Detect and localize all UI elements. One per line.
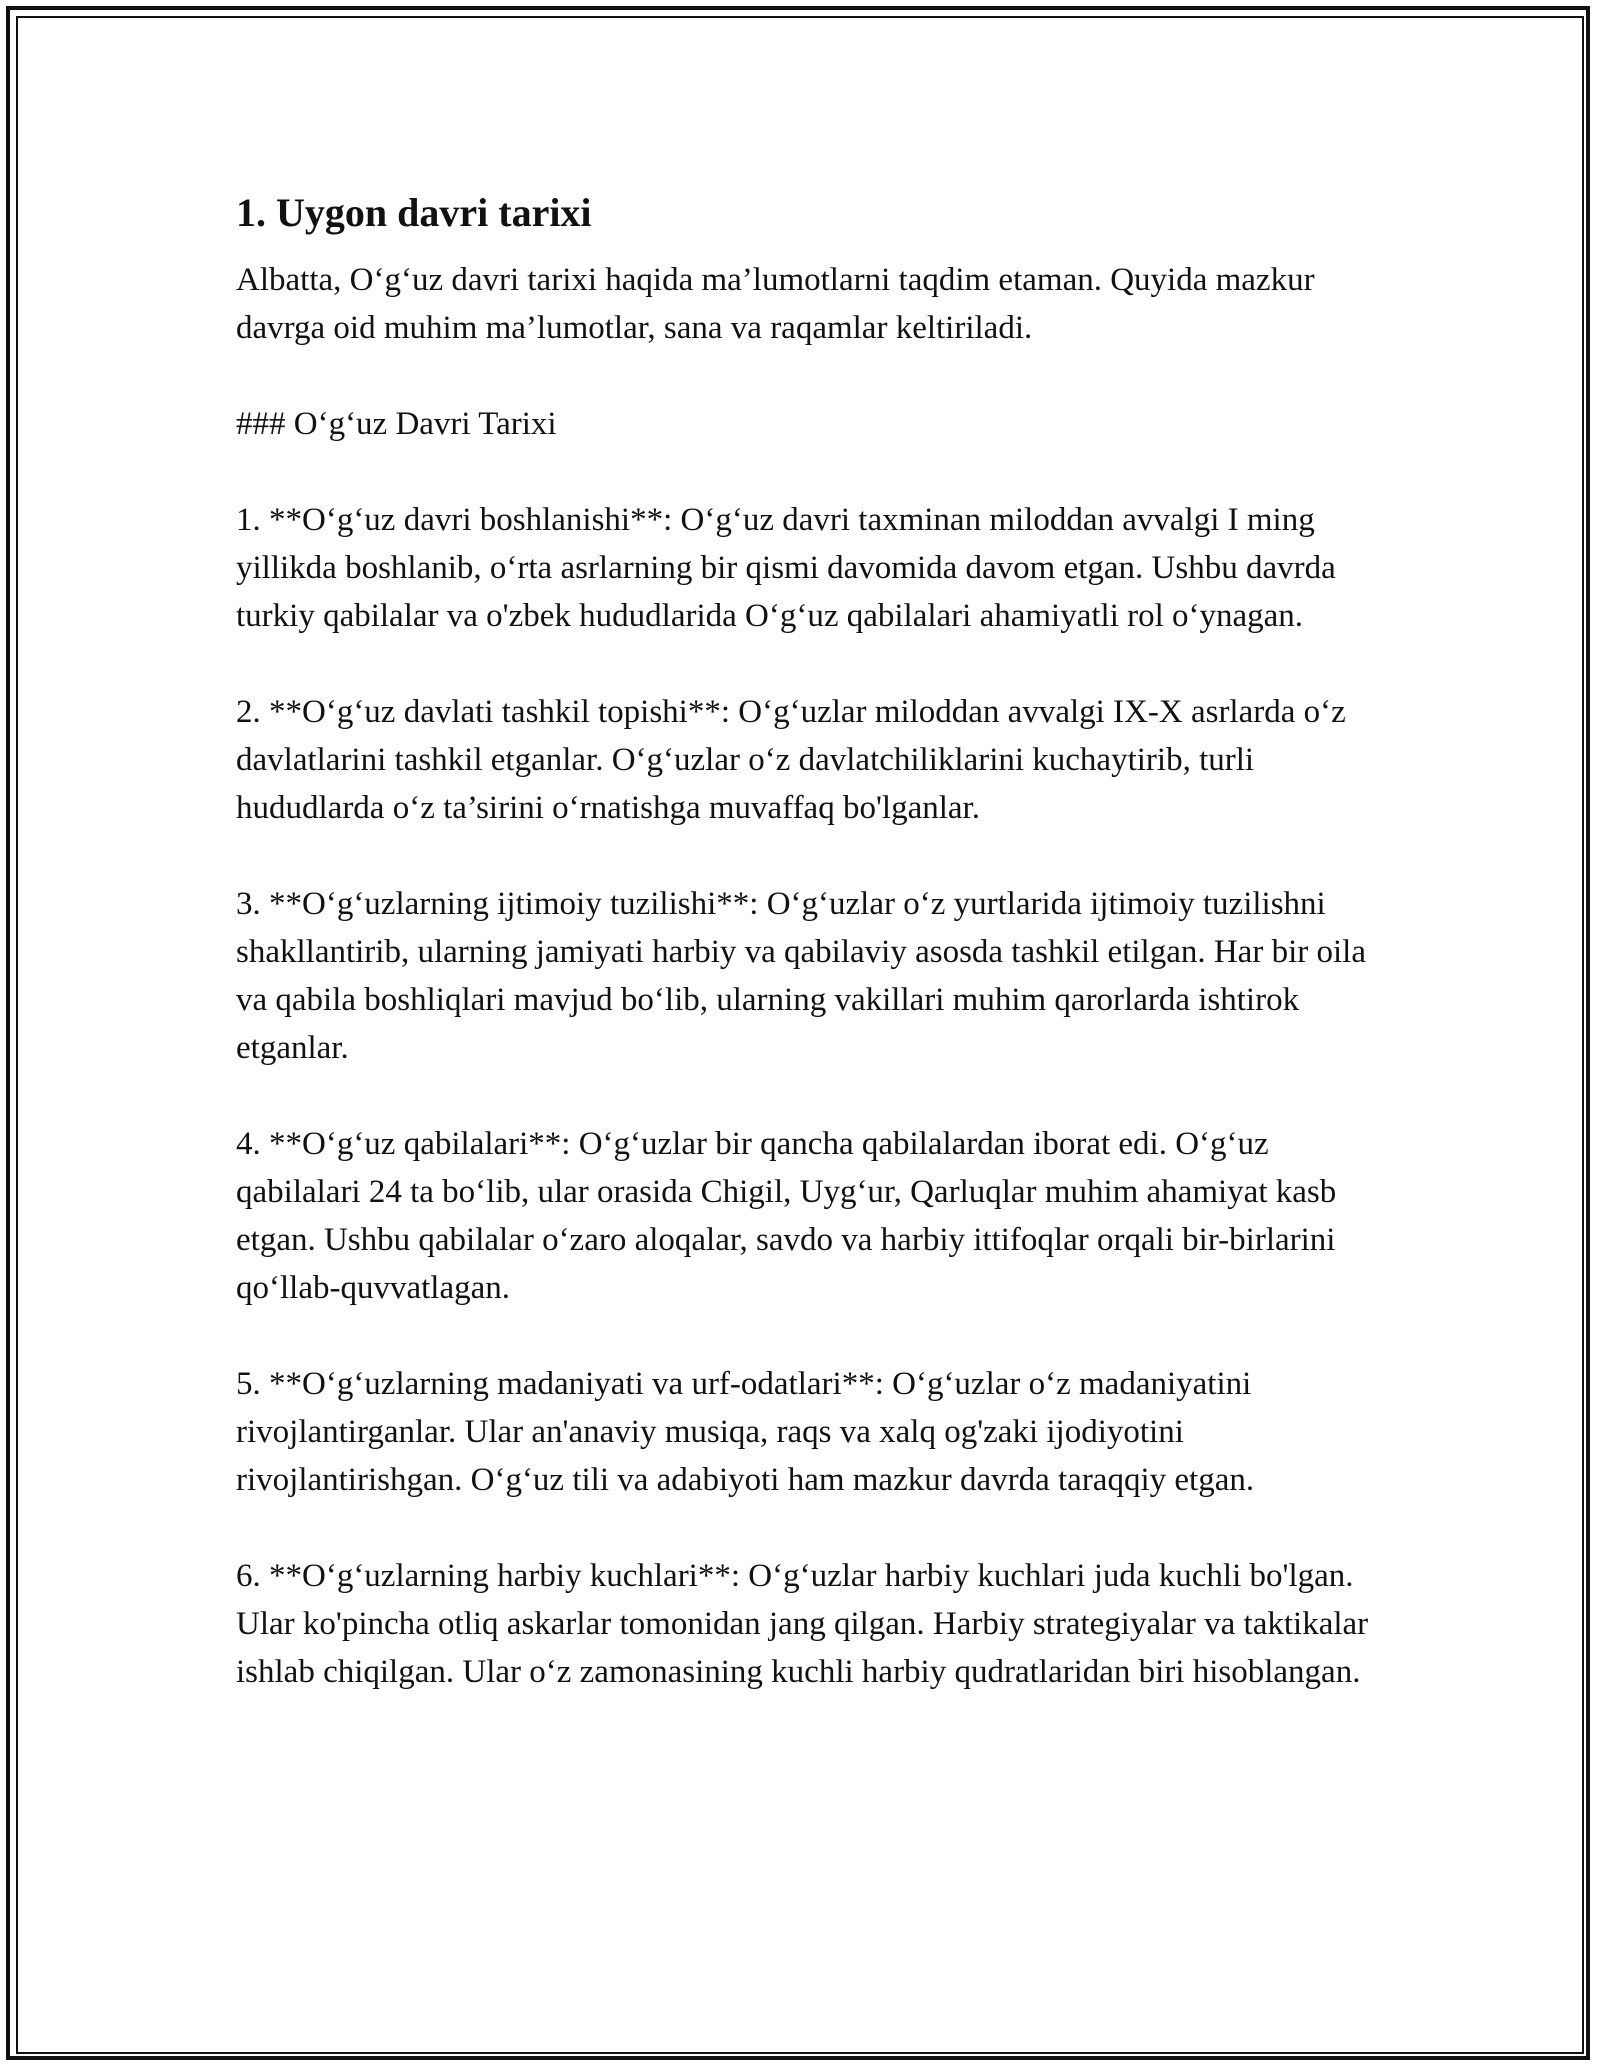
list-item-1-paragraph: 1. **O‘g‘uz davri boshlanishi**: O‘g‘uz davri taxminan miloddan avvalgi I ming yillikda boshlanib, o‘rta asrlarning bir qismi davomida davom etgan. Ushbu davrda turkiy qabilalar va o'zbek hududlarida O‘g‘uz qabilalari ahamiyatli rol o‘ynagan. [236,502,1336,634]
section-heading-paragraph: ### O‘g‘uz Davri Tarixi [236,406,557,442]
list-item-4-paragraph: 4. **O‘g‘uz qabilalari**: O‘g‘uzlar bir qancha qabilalardan iborat edi. O‘g‘uz qabilalari 24 ta bo‘lib, ular orasida Chigil, Uyg‘ur, Qarluqlar muhim ahamiyat kasb etgan. Ushbu qabilalar o‘zaro aloqalar, savdo va harbiy ittifoqlar orqali bir-birlarini qo‘llab-quvvatlagan. [236,1126,1337,1306]
list-item-5-paragraph: 5. **O‘g‘uzlarning madaniyati va urf-odatlari**: O‘g‘uzlar o‘z madaniyatini rivojlantirganlar. Ular an'anaviy musiqa, raqs va xalq og'zaki ijodiyotini rivojlantirishgan. O‘g‘uz tili va adabiyoti ham mazkur davrda taraqqiy etgan. [236,1366,1255,1498]
list-item-6-paragraph: 6. **O‘g‘uzlarning harbiy kuchlari**: O‘g‘uzlar harbiy kuchlari juda kuchli bo'lgan. Ular ko'pincha otliq askarlar tomonidan jang qilgan. Harbiy strategiyalar va taktikalar ishlab chiqilgan. Ular o‘z zamonasining kuchli harbiy qudratlaridan biri hisoblangan. [236,1558,1369,1690]
list-item-2-paragraph: 2. **O‘g‘uz davlati tashkil topishi**: O‘g‘uzlar miloddan avvalgi IX-X asrlarda o‘z davlatlarini tashkil etganlar. O‘g‘uzlar o‘z davlatchiliklarini kuchaytirib, turli hududlarda o‘z ta’sirini o‘rnatishga muvaffaq bo'lganlar. [236,694,1346,826]
intro-paragraph: Albatta, O‘g‘uz davri tarixi haqida ma’lumotlarni taqdim etaman. Quyida mazkur davrga oid muhim ma’lumotlar, sana va raqamlar keltiriladi. [236,262,1315,346]
list-item-3-paragraph: 3. **O‘g‘uzlarning ijtimoiy tuzilishi**: O‘g‘uzlar o‘z yurtlarida ijtimoiy tuzilishni shakllantirib, ularning jamiyati harbiy va qabilaviy asosda tashkil etilgan. Har bir oila va qabila boshliqlari mavjud bo‘lib, ularning vakillari muhim qarorlarda ishtirok etganlar. [236,886,1366,1066]
document-body [236,180,1396,1696]
document-title: 1. Uygon davri tarixi [236,190,592,235]
